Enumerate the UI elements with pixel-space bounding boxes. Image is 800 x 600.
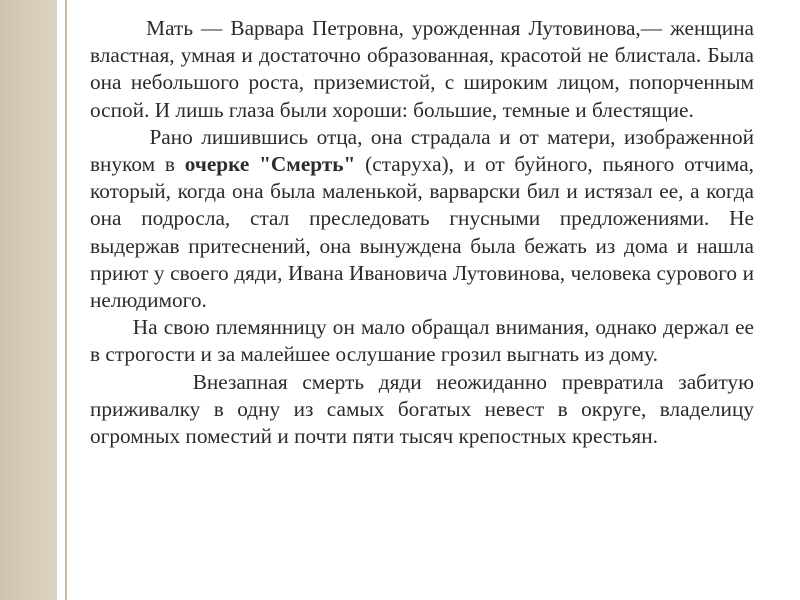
paragraph-2 bbox=[90, 124, 754, 314]
paragraph-2-text-start: Рано лишившись отца, она страдала и от матери, изображенной внуком в bbox=[90, 124, 754, 177]
decorative-divider-line bbox=[65, 0, 67, 600]
paragraph-2-text-end: (старуха), и от буйного, пьяного отчима, который, когда она была маленькой, варварски бил и истязал ее, а когда она подросла, стал преследовать гнусными предложениями. Не выдержав притеснений, она вынуждена была бежать из дома и нашла приют у своего дяди, Ивана Ивановича Лутовинова, человека сурового и нелюдимого. bbox=[90, 152, 754, 313]
essay-title-bold: очерке "Смерть" bbox=[184, 152, 356, 177]
paragraph-4-text: Внезапная смерть дяди неожиданно превратила забитую приживалку в одну из самых богатых невест в округе, владелицу огромных поместий и почти пяти тысяч крепостных крестьян. bbox=[90, 369, 754, 449]
paragraph-1-text: Мать — Варвара Петровна, урожденная Лутовинова,— женщина властная, умная и достаточно образованная, красотой не блистала. Была она небольшого роста, приземистой, с широким лицом, попорченным оспой. И лишь глаза были хороши: большие, темные и блестящие. bbox=[90, 16, 754, 122]
decorative-side-band bbox=[0, 0, 57, 600]
paragraph-3 bbox=[90, 314, 754, 368]
paragraph-3-text: На свою племянницу он мало обращал внимания, однако держал ее в строгости и за малейшее ослушание грозил выгнать из дому. bbox=[90, 315, 754, 367]
paragraph-4 bbox=[90, 369, 754, 451]
paragraph-1 bbox=[90, 15, 754, 124]
body-text bbox=[90, 15, 754, 450]
